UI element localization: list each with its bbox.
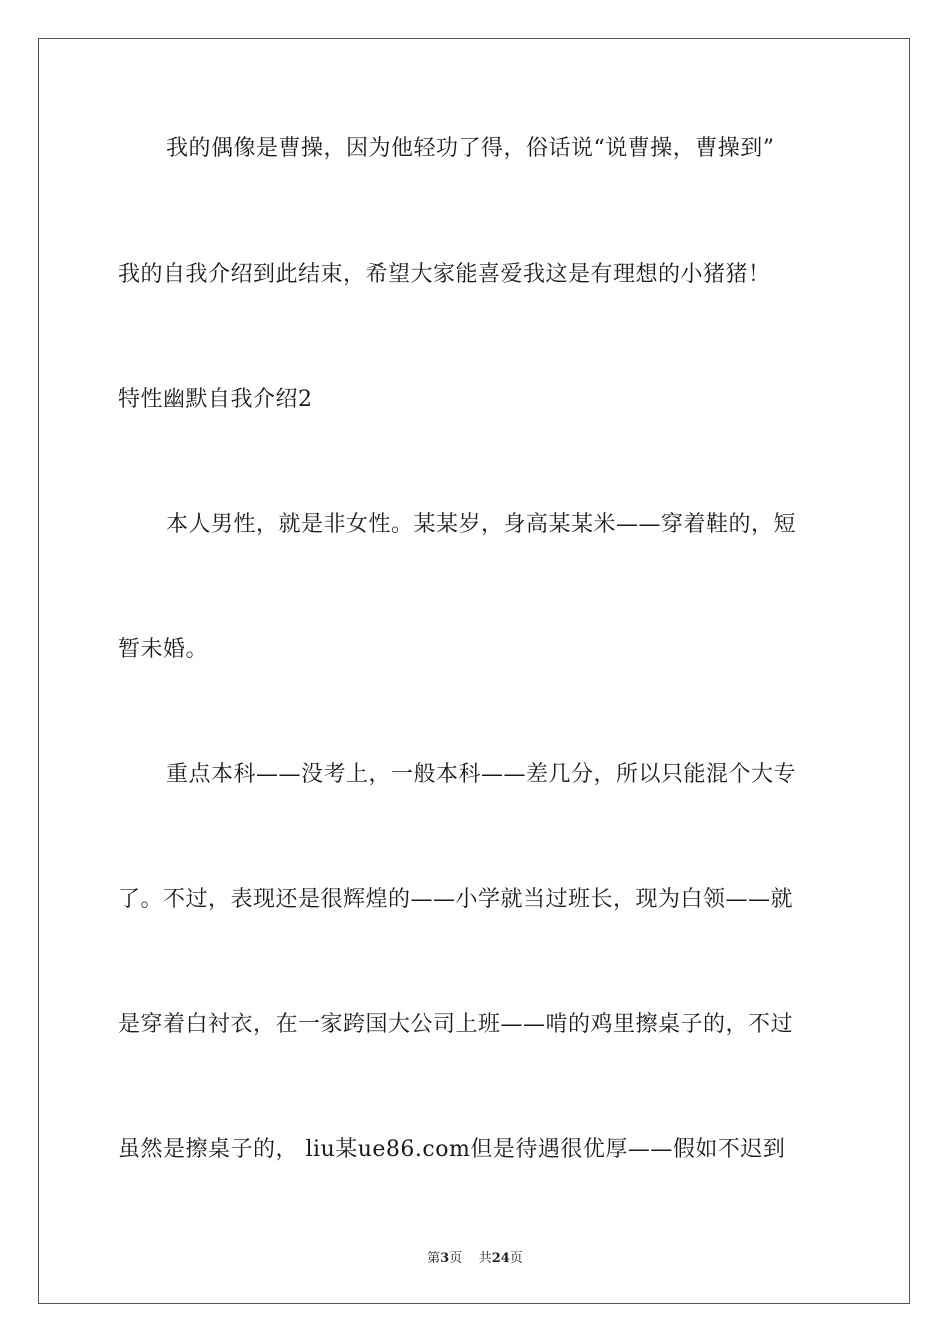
paragraph-line: 了。不过，表现还是很辉煌的——小学就当过班长，现为白领——就 [118,887,794,912]
paragraph-line: 暂未婚。 [118,637,209,662]
section-heading: 特性幽默自我介绍2 [118,387,313,412]
total-prefix: 共 [478,1251,492,1266]
page-frame [38,38,910,1304]
page-footer [0,1247,950,1266]
paragraph-line: 重点本科——没考上，一般本科——差几分，所以只能混个大专 [166,762,797,787]
paragraph-line: 我的偶像是曹操，因为他轻功了得，俗话说“说曹操，曹操到” [166,136,775,161]
page-prefix: 第 [427,1251,441,1266]
total-suffix: 页 [509,1251,523,1266]
page-current: 3 [440,1251,450,1266]
paragraph-line: 是穿着白衬衣，在一家跨国大公司上班——啃的鸡里擦桌子的，不过 [118,1012,794,1037]
paragraph-line: 我的自我介绍到此结束，希望大家能喜爱我这是有理想的小猪猪！ [118,262,771,287]
page-total: 24 [491,1251,510,1266]
paragraph-line: 虽然是擦桌子的， liu某ue86.com但是待遇很优厚——假如不迟到 [118,1137,786,1162]
paragraph-line: 本人男性，就是非女性。某某岁，身高某某米——穿着鞋的，短 [166,512,797,537]
page-suffix: 页 [449,1251,463,1266]
